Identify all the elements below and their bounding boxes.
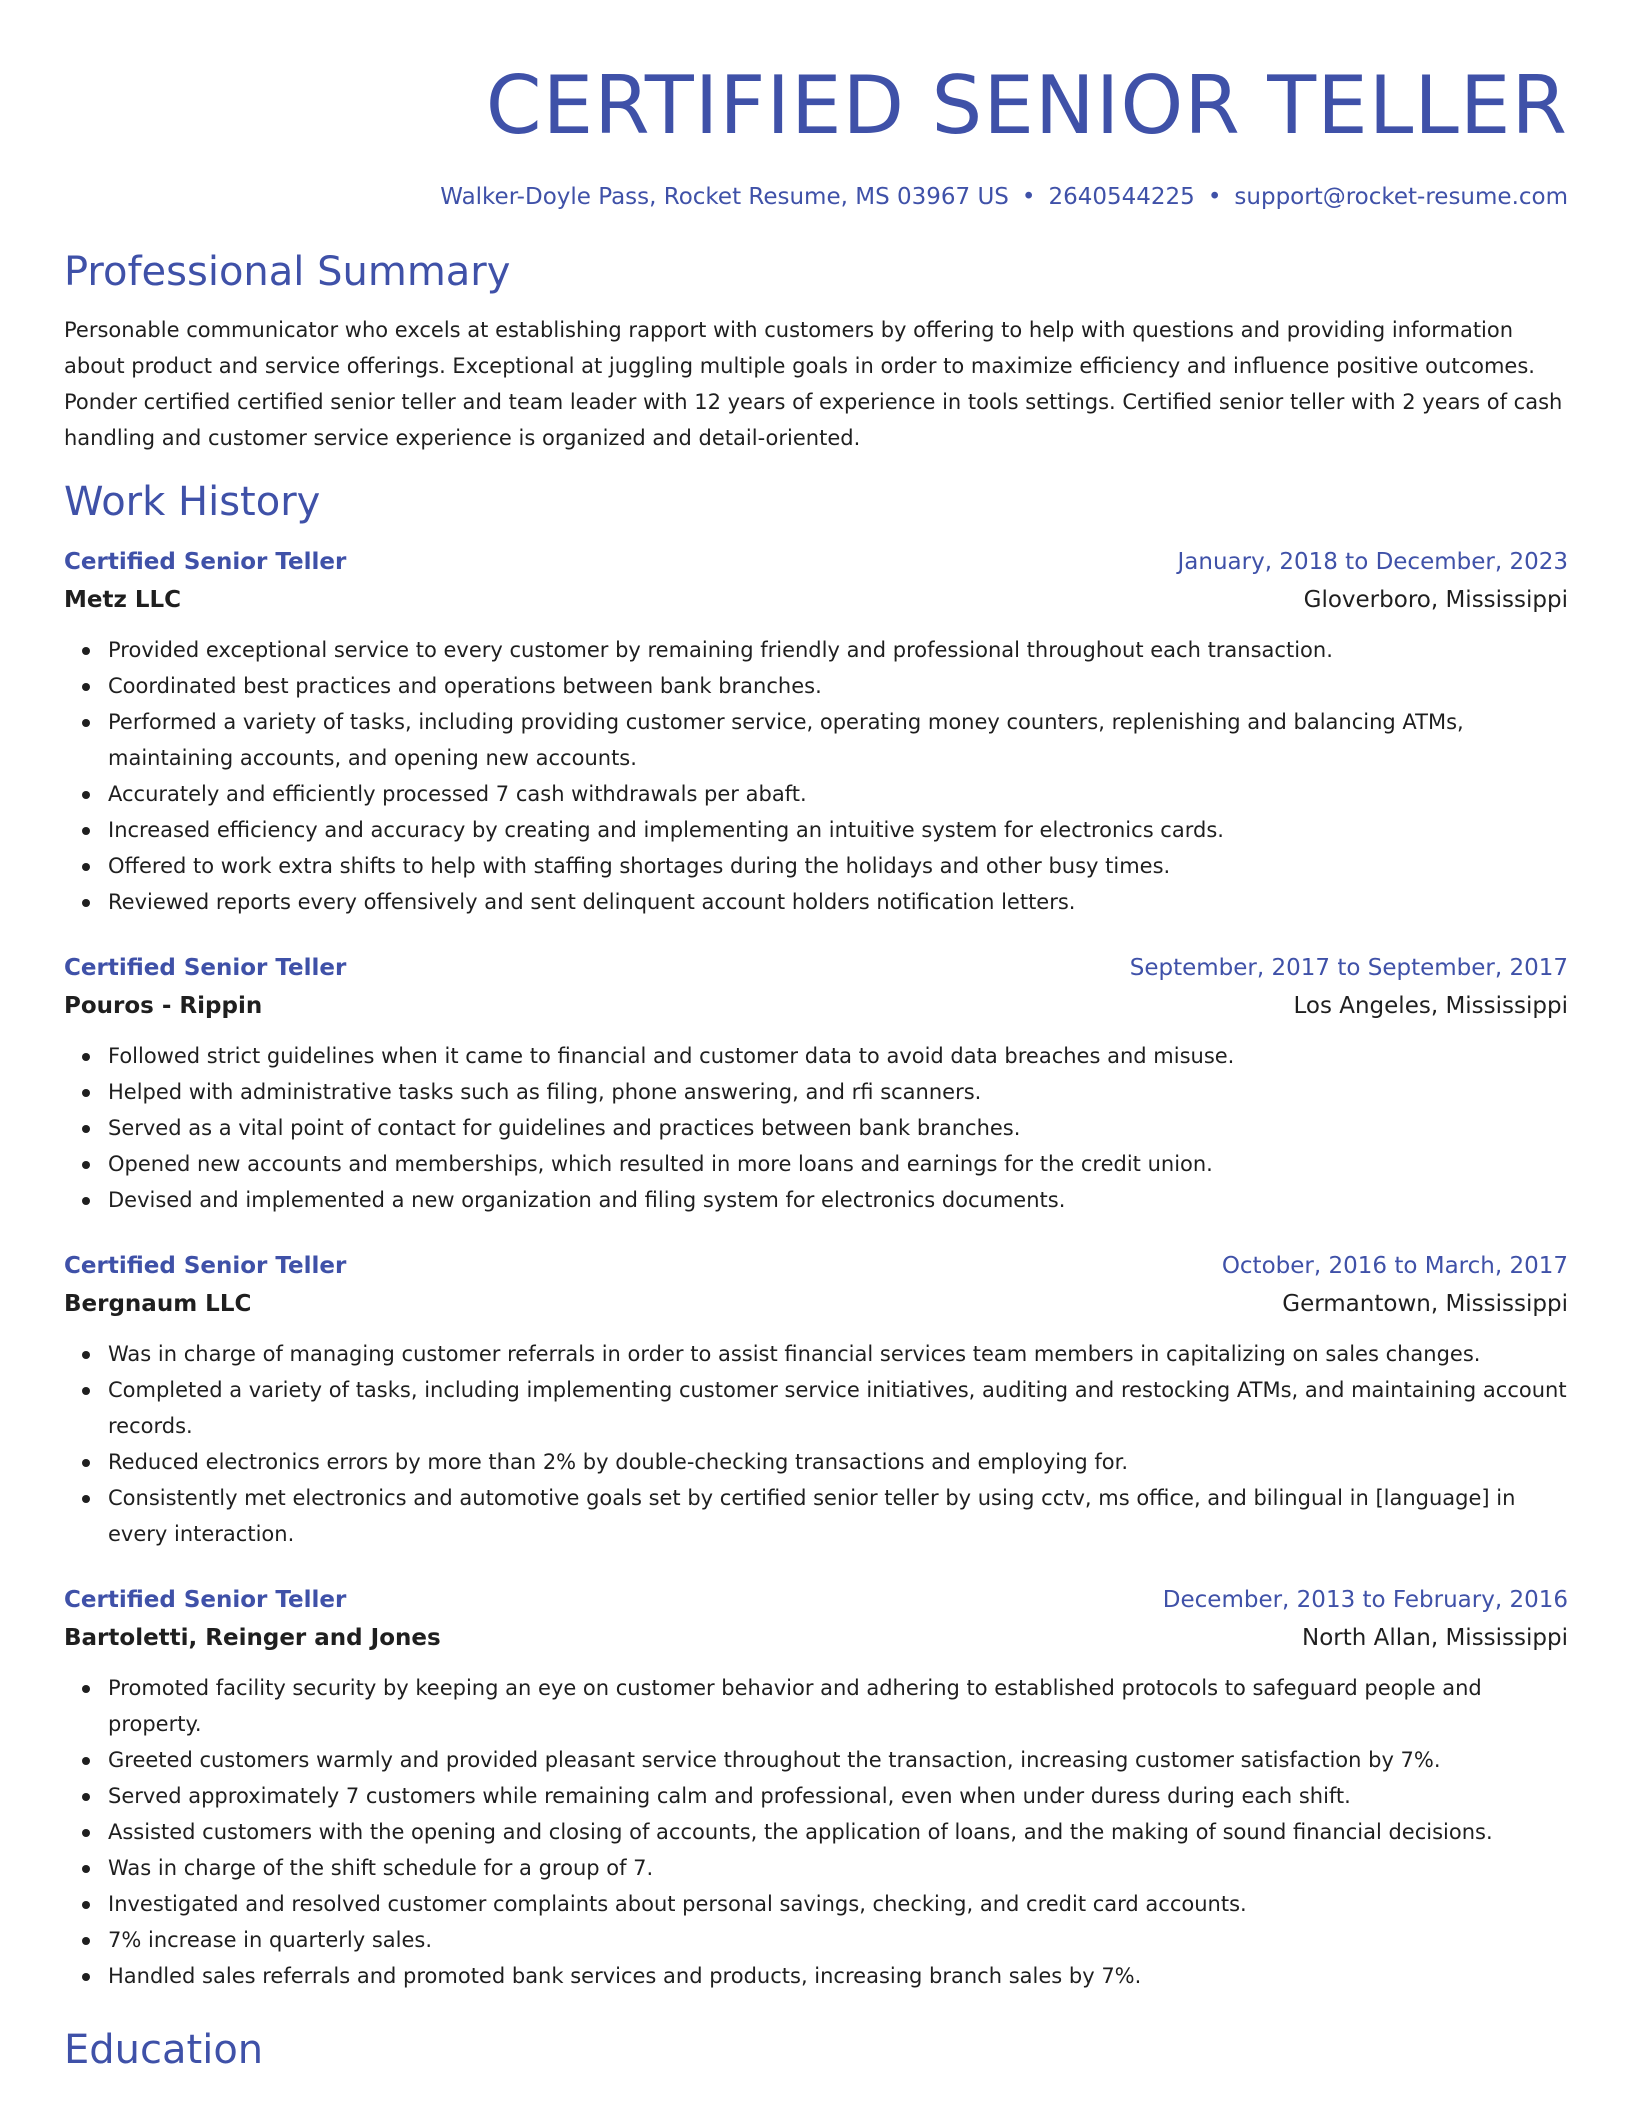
bullet-item: Accurately and efficiently processed 7 cash withdrawals per abaft. — [108, 776, 1568, 812]
job-employer-row — [64, 580, 1568, 620]
contact-email: support@rocket-resume.com — [1234, 184, 1568, 210]
bullet-item: Investigated and resolved customer complaints about personal savings, checking, and credit card accounts. — [108, 1886, 1568, 1922]
job-dates: December, 2013 to February, 2016 — [1162, 1587, 1568, 1613]
job-bullets — [64, 1670, 1568, 1994]
bullet-item: Was in charge of managing customer referrals in order to assist financial services team members in capitalizing on sales changes. — [108, 1336, 1568, 1372]
contact-separator: • — [1207, 184, 1222, 210]
job-dates: January, 2018 to December, 2023 — [1177, 549, 1568, 575]
section-title-work-history: Work History — [64, 479, 321, 525]
job-header-row — [64, 544, 1568, 580]
contact-line — [64, 182, 1568, 212]
bullet-item: Completed a variety of tasks, including implementing customer service initiatives, auditing and restocking ATMs, and maintaining account records. — [108, 1372, 1568, 1444]
section-title-education: Education — [64, 2027, 264, 2073]
bullet-item: Served as a vital point of contact for guidelines and practices between bank branches. — [108, 1110, 1568, 1146]
job-entry — [64, 1248, 1568, 1552]
contact-address: Walker-Doyle Pass, Rocket Resume, MS 03967 US — [440, 184, 1009, 210]
job-header-row — [64, 950, 1568, 986]
bullet-item: Followed strict guidelines when it came to financial and customer data to avoid data breaches and misuse. — [108, 1038, 1568, 1074]
job-header-row — [64, 1248, 1568, 1284]
bullet-item: 7% increase in quarterly sales. — [108, 1922, 1568, 1958]
bullet-item: Devised and implemented a new organization and filing system for electronics documents. — [108, 1182, 1568, 1218]
job-location: Gloverboro, Mississippi — [1303, 587, 1568, 613]
bullet-item: Coordinated best practices and operations between bank branches. — [108, 668, 1568, 704]
candidate-name: CERTIFIED SENIOR TELLER — [485, 59, 1568, 152]
job-company: Metz LLC — [64, 587, 182, 613]
job-location: Germantown, Mississippi — [1282, 1291, 1568, 1317]
contact-phone: 2640544225 — [1048, 184, 1195, 210]
bullet-item: Performed a variety of tasks, including providing customer service, operating money counters, replenishing and balancing ATMs, maintaining accounts, and opening new accounts. — [108, 704, 1568, 776]
bullet-item: Served approximately 7 customers while remaining calm and professional, even when under duress during each shift. — [108, 1778, 1568, 1814]
bullet-item: Helped with administrative tasks such as filing, phone answering, and rfi scanners. — [108, 1074, 1568, 1110]
job-employer-row — [64, 1284, 1568, 1324]
job-employer-row — [64, 1618, 1568, 1658]
job-company: Bartoletti, Reinger and Jones — [64, 1625, 441, 1651]
job-title: Certified Senior Teller — [64, 549, 347, 575]
job-entry — [64, 1582, 1568, 1994]
bullet-item: Consistently met electronics and automotive goals set by certified senior teller by using cctv, ms office, and bilingual in [language] in every interaction. — [108, 1480, 1568, 1552]
bullet-item: Reduced electronics errors by more than 2% by double-checking transactions and employing for. — [108, 1444, 1568, 1480]
bullet-item: Provided exceptional service to every customer by remaining friendly and professional throughout each transaction. — [108, 632, 1568, 668]
bullet-item: Was in charge of the shift schedule for a group of 7. — [108, 1850, 1568, 1886]
job-company: Pouros - Rippin — [64, 993, 263, 1019]
job-bullets — [64, 1038, 1568, 1218]
bullet-item: Reviewed reports every offensively and sent delinquent account holders notification letters. — [108, 884, 1568, 920]
section-title-summary: Professional Summary — [64, 249, 511, 295]
contact-separator: • — [1021, 184, 1036, 210]
bullet-item: Promoted facility security by keeping an eye on customer behavior and adhering to established protocols to safeguard people and property. — [108, 1670, 1568, 1742]
bullet-item: Offered to work extra shifts to help with staffing shortages during the holidays and other busy times. — [108, 848, 1568, 884]
summary-text: Personable communicator who excels at establishing rapport with customers by offering to help with questions and providing information about product and service offerings. Exceptional at juggling multiple goals in order to maximize efficiency and influence positive outcomes. Ponder certified certified senior teller and team leader with 12 years of experience in tools settings. Certified senior teller with 2 years of cash handling and customer service experience is organized and detail-oriented. — [64, 318, 1563, 450]
job-title: Certified Senior Teller — [64, 1253, 347, 1279]
job-title: Certified Senior Teller — [64, 1587, 347, 1613]
bullet-item: Increased efficiency and accuracy by creating and implementing an intuitive system for electronics cards. — [108, 812, 1568, 848]
bullet-item: Opened new accounts and memberships, which resulted in more loans and earnings for the credit union. — [108, 1146, 1568, 1182]
job-dates: October, 2016 to March, 2017 — [1221, 1253, 1568, 1279]
job-location: North Allan, Mississippi — [1302, 1625, 1568, 1651]
bullet-item: Handled sales referrals and promoted bank services and products, increasing branch sales by 7%. — [108, 1958, 1568, 1994]
job-entry — [64, 544, 1568, 920]
job-title: Certified Senior Teller — [64, 955, 347, 981]
job-bullets — [64, 632, 1568, 920]
job-header-row — [64, 1582, 1568, 1618]
job-bullets — [64, 1336, 1568, 1552]
bullet-item: Greeted customers warmly and provided pleasant service throughout the transaction, increasing customer satisfaction by 7%. — [108, 1742, 1568, 1778]
resume-page — [64, 0, 1568, 2076]
job-dates: September, 2017 to September, 2017 — [1129, 955, 1568, 981]
work-history-list — [64, 544, 1568, 1994]
job-employer-row — [64, 986, 1568, 1026]
job-entry — [64, 950, 1568, 1218]
bullet-item: Assisted customers with the opening and closing of accounts, the application of loans, and the making of sound financial decisions. — [108, 1814, 1568, 1850]
job-location: Los Angeles, Mississippi — [1293, 993, 1568, 1019]
job-company: Bergnaum LLC — [64, 1291, 252, 1317]
